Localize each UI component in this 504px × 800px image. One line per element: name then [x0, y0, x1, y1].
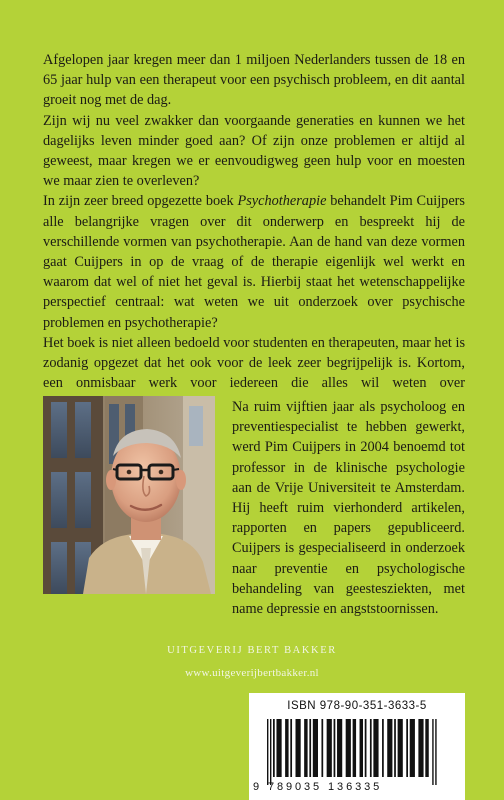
isbn-label: ISBN 978-90-351-3633-5 — [287, 700, 427, 712]
blurb-paragraph-1: Afgelopen jaar kregen meer dan 1 miljoen Nederlanders tussen de 18 en 65 jaar hulp van een therapeut voor een psychisch probleem, en dit aantal groeit nog met de dag. — [43, 52, 465, 109]
publisher-name: UITGEVERIJ BERT BAKKER — [167, 645, 337, 656]
blurb-paragraph-3-intro: In zijn zeer breed opgezette boek — [43, 193, 238, 210]
blurb-paragraph-2: Zijn wij nu veel zwakker dan voorgaande generaties en kunnen we het dagelijks leven minder goed aan? Of zijn onze problemen er altijd al geweest, maar kregen we er eenvoudigweg geen hulp voor en moesten we maar zien te overleven? — [43, 112, 465, 190]
blurb-text — [43, 50, 465, 414]
barcode-icon — [265, 719, 449, 785]
isbn-barcode — [249, 693, 465, 800]
book-title-italic: Psychotherapie — [237, 193, 327, 210]
author-photo — [43, 396, 215, 594]
blurb-paragraph-3-rest: behandelt Pim Cuijpers alle belangrijke vragen over dit onderwerp en bespreekt hij de verschillende vormen van psychotherapie. Aan de hand van deze vormen gaat Cuijpers in op de vraag of de therapie eigenlijk wel werkt en waarom dat wel of niet het geval is. Hierbij staat het wetenschappelijke perspectief centraal: wat weten we uit onderzoek over psychische problemen en psychotherapie? — [43, 193, 465, 331]
ean-digits: 9 789035 136335 — [253, 781, 383, 793]
publisher-website: www.uitgeverijbertbakker.nl — [185, 667, 319, 679]
blurb-paragraph-3 — [43, 191, 465, 332]
blurb-paragraph-4: Het boek is niet alleen bedoeld voor studenten en therapeuten, maar het is zodanig opgezet dat het ook voor de leek zeer begrijpelijk is. Kortom, een onmisbaar werk voor iedereen die alles wil weten over — [43, 334, 466, 392]
author-bio: Na ruim vijftien jaar als psycholoog en preventiespecialist te hebben gewerkt, werd Pim Cuijpers in 2004 benoemd tot professor in de klinische psychologie aan de Vrije Universiteit te Amsterdam. Hij heeft ruim vierhonderd artikelen, rapporten en papers gepubliceerd. Cuijpers is gespecialiseerd in onderzoek naar preventie en psychologische behandeling van geestesziekten, met name depressie en angststoornissen. — [232, 399, 465, 618]
